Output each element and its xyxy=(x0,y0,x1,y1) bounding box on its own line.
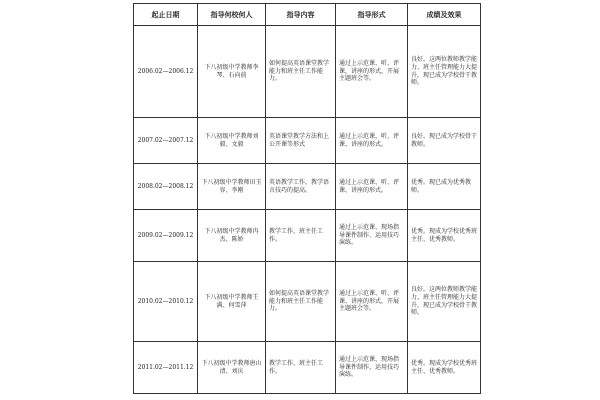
cell-teacher: 下八初级中学教师田玉容、李刚 xyxy=(198,164,266,210)
cell-form: 通过上示范课、听、评课、讲座的形式，开展主题班会等。 xyxy=(336,262,408,342)
cell-date: 2009.02—2009.12 xyxy=(134,210,198,262)
table-row xyxy=(134,262,481,342)
cell-form: 通过上示范课、听、评课、讲座的形式。 xyxy=(336,118,408,164)
header-result: 成绩及效果 xyxy=(408,4,481,26)
cell-content: 英语课堂教学方法和上公开课等形式 xyxy=(266,118,336,164)
table-row xyxy=(134,164,481,210)
cell-date: 2011.02—2011.12 xyxy=(134,342,198,394)
guidance-record-table xyxy=(133,3,481,394)
cell-content: 如何提高英语课堂教学能力和班主任工作能力。 xyxy=(266,26,336,118)
table-row xyxy=(134,118,481,164)
cell-result: 良好。现已成为学校骨干教师。 xyxy=(408,118,481,164)
cell-result: 优秀。现成为学校优秀班主任、优秀教师。 xyxy=(408,342,481,394)
header-form: 指导形式 xyxy=(336,4,408,26)
cell-teacher: 下八初级中学教师唐山清、刘庆 xyxy=(198,342,266,394)
header-date: 起止日期 xyxy=(134,4,198,26)
header-content: 指导内容 xyxy=(266,4,336,26)
cell-form: 通过上示范课、听、评课，讲座的形式，开展主题班会等。 xyxy=(336,26,408,118)
cell-result: 良好。这两位教师教学能力、班主任管理能力大提升，现已成为学校骨干教师。 xyxy=(408,26,481,118)
cell-teacher: 下八初级中学教师王满、何雪萍 xyxy=(198,262,266,342)
cell-content: 教学工作、班主任工作。 xyxy=(266,210,336,262)
table-row xyxy=(134,210,481,262)
cell-content: 英语教学工作，教学语言技巧的提高。 xyxy=(266,164,336,210)
cell-teacher: 下八初级中学教师冉杰、陈娇 xyxy=(198,210,266,262)
cell-form: 通过上示范课、现场指导课件制作、运用技巧演练。 xyxy=(336,342,408,394)
cell-form: 通过上示范课、听、评课、讲座的形式。 xyxy=(336,164,408,210)
cell-date: 2007.02—2007.12 xyxy=(134,118,198,164)
cell-form: 通过上示范课、现场指导课件制作、运用技巧演练。 xyxy=(336,210,408,262)
table-row xyxy=(134,26,481,118)
cell-result: 优秀。现成为学校优秀班主任、优秀教师。 xyxy=(408,210,481,262)
cell-teacher: 下八初级中学教师刘毅、文毅 xyxy=(198,118,266,164)
table-header-row xyxy=(134,4,481,26)
cell-content: 如何提高英语课堂教学能力和班主任工作能力。 xyxy=(266,262,336,342)
header-teacher: 指导何校何人 xyxy=(198,4,266,26)
cell-result: 优秀。现已成为优秀教师。 xyxy=(408,164,481,210)
table-row xyxy=(134,342,481,394)
cell-teacher: 下八初级中学教师李琴、石向前 xyxy=(198,26,266,118)
cell-date: 2010.02—2010.12 xyxy=(134,262,198,342)
cell-result: 良好。这两位教师教学能力、班主任管理能力大提升，现已成为学校骨干教师。 xyxy=(408,262,481,342)
cell-date: 2008.02—2008.12 xyxy=(134,164,198,210)
cell-date: 2006.02—2006.12 xyxy=(134,26,198,118)
cell-content: 教学工作、班主任工作。 xyxy=(266,342,336,394)
